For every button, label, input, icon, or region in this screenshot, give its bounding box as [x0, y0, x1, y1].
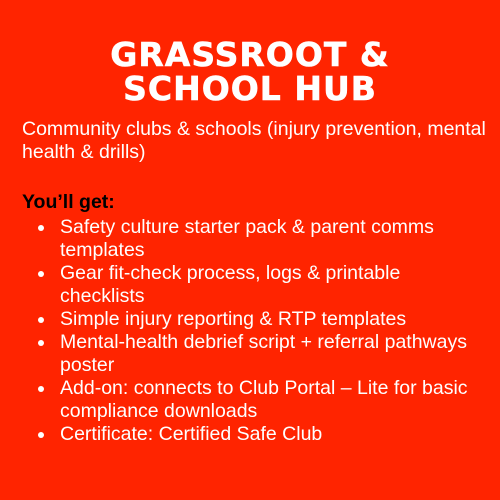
bullet-icon [38, 271, 44, 277]
bullet-icon [38, 340, 44, 346]
features-heading: You’ll get: [22, 191, 115, 213]
feature-text: Certificate: Certified Safe Club [60, 423, 323, 445]
feature-text: Simple injury reporting & RTP templates [60, 308, 407, 330]
bullet-icon [38, 432, 44, 438]
feature-text: Gear fit-check process, logs & printable checklists [60, 262, 401, 307]
card-title [0, 35, 500, 108]
feature-item [38, 308, 478, 331]
feature-text: Mental-health debrief script + referral pathways poster [60, 331, 467, 376]
card-subtitle: Community clubs & schools (injury prevention, mental health & drills) [22, 118, 486, 163]
feature-item [38, 331, 478, 377]
feature-item [38, 262, 478, 308]
title-line-2: SCHOOL HUB [123, 69, 377, 108]
title-line-1: GRASSROOT & [110, 35, 390, 74]
feature-text: Safety culture starter pack & parent comms templates [60, 216, 434, 261]
feature-item [38, 423, 478, 446]
feature-item [38, 377, 478, 423]
feature-text: Add-on: connects to Club Portal – Lite for basic compliance downloads [60, 377, 468, 422]
bullet-icon [38, 317, 44, 323]
feature-item [38, 216, 478, 262]
features-list [38, 216, 478, 446]
bullet-icon [38, 225, 44, 231]
bullet-icon [38, 386, 44, 392]
